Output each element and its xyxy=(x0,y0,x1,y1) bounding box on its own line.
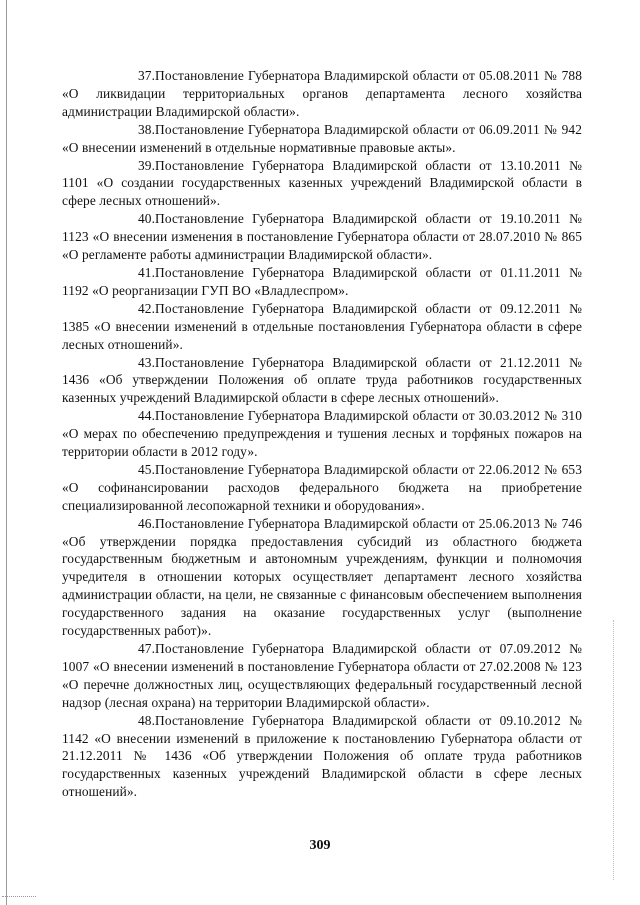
list-item xyxy=(62,121,582,157)
list-item xyxy=(62,461,582,515)
list-item xyxy=(62,407,582,461)
list-item xyxy=(62,300,582,354)
item-number: 45. xyxy=(138,461,156,477)
list-item xyxy=(62,515,582,640)
item-text: Постановление Губернатора Владимирской области от 19.10.2011 № 1123 «О внесении изменения в постановление Губернатора области от 28.07.2010 № 865 «О регламенте работы администрации Владимирской области». xyxy=(62,211,582,263)
scan-border xyxy=(6,0,7,905)
document-body xyxy=(62,67,582,801)
item-number: 47. xyxy=(138,641,156,656)
item-number: 41. xyxy=(138,264,156,280)
item-text: Постановление Губернатора Владимирской области от 22.06.2012 № 653 «О софинансировании расходов федерального бюджета на приобретение специализированной лесопожарной техники и оборудования». xyxy=(62,461,582,513)
item-number: 40. xyxy=(138,211,156,227)
list-item xyxy=(62,712,582,802)
item-number: 46. xyxy=(138,515,156,531)
item-text: Постановление Губернатора Владимирской области от 05.08.2011 № 788 «О ликвидации территориальных органов департамента лесного хозяйства администрации Владимирской области». xyxy=(62,68,582,119)
item-text: Постановление Губернатора Владимирской области от 25.06.2013 № 746 «Об утверждении порядка предоставления субсидий из областного бюджета государственным бюджетным и автономным учреждениям, функции и полномочия учредителя в отношении которых осуществляет департамент лесного хозяйства администрации области, на цели, не связанные с финансовым обеспечением выполнения государственного задания на оказание государственных услуг (выполнение государственных работ)». xyxy=(62,515,582,639)
item-text: Постановление Губернатора Владимирской области от 07.09.2012 № 1007 «О внесении изменений в постановление Губернатора области от 27.02.2008 № 123 «О перечне должностных лиц, осуществляющих федеральный государственный лесной надзор (лесная охрана) на территории Владимирской области». xyxy=(62,641,582,710)
page-number: 309 xyxy=(309,838,331,853)
item-text: Постановление Губернатора Владимирской области от 21.12.2011 № 1436 «Об утверждении Положения об оплате труда работников государственных казенных учреждений Владимирской области в сфере лесных отношений». xyxy=(62,354,582,406)
item-number: 42. xyxy=(138,300,156,316)
scan-corner-marks xyxy=(2,896,36,901)
list-item xyxy=(62,157,582,211)
item-text: Постановление Губернатора Владимирской области от 06.09.2011 № 942 «О внесении изменений в отдельные нормативные правовые акты». xyxy=(62,121,582,155)
list-item xyxy=(62,210,582,264)
list-item xyxy=(62,264,582,300)
item-number: 37. xyxy=(138,68,156,83)
item-text: Постановление Губернатора Владимирской области от 30.03.2012 № 310 «О мерах по обеспечению предупреждения и тушения лесных и торфяных пожаров на территории области в 2012 году». xyxy=(62,408,582,460)
item-number: 38. xyxy=(138,121,156,137)
item-number: 39. xyxy=(138,157,156,173)
item-text: Постановление Губернатора Владимирской области от 09.10.2012 № 1142 «О внесении изменений в приложение к постановлению Губернатора области от 21.12.2011 № 1436 «Об утверждении Положения об оплате труда работников государственных казенных учреждений Владимирской области в сфере лесных отношений». xyxy=(62,712,582,800)
item-text: Постановление Губернатора Владимирской области от 01.11.2011 № 1192 «О реорганизации ГУП ВО «Владлеспром». xyxy=(62,264,582,298)
item-number: 48. xyxy=(138,712,156,728)
item-number: 44. xyxy=(138,408,156,424)
scan-margin-marks xyxy=(611,620,614,880)
item-text: Постановление Губернатора Владимирской области от 09.12.2011 № 1385 «О внесении изменений в отдельные постановления Губернатора области в сфере лесных отношений». xyxy=(62,300,582,352)
list-item xyxy=(62,67,582,121)
item-text: Постановление Губернатора Владимирской области от 13.10.2011 № 1101 «О создании государственных казенных учреждений Владимирской области в сфере лесных отношений». xyxy=(62,157,582,209)
list-item xyxy=(62,640,582,712)
list-item xyxy=(62,354,582,408)
item-number: 43. xyxy=(138,354,156,370)
